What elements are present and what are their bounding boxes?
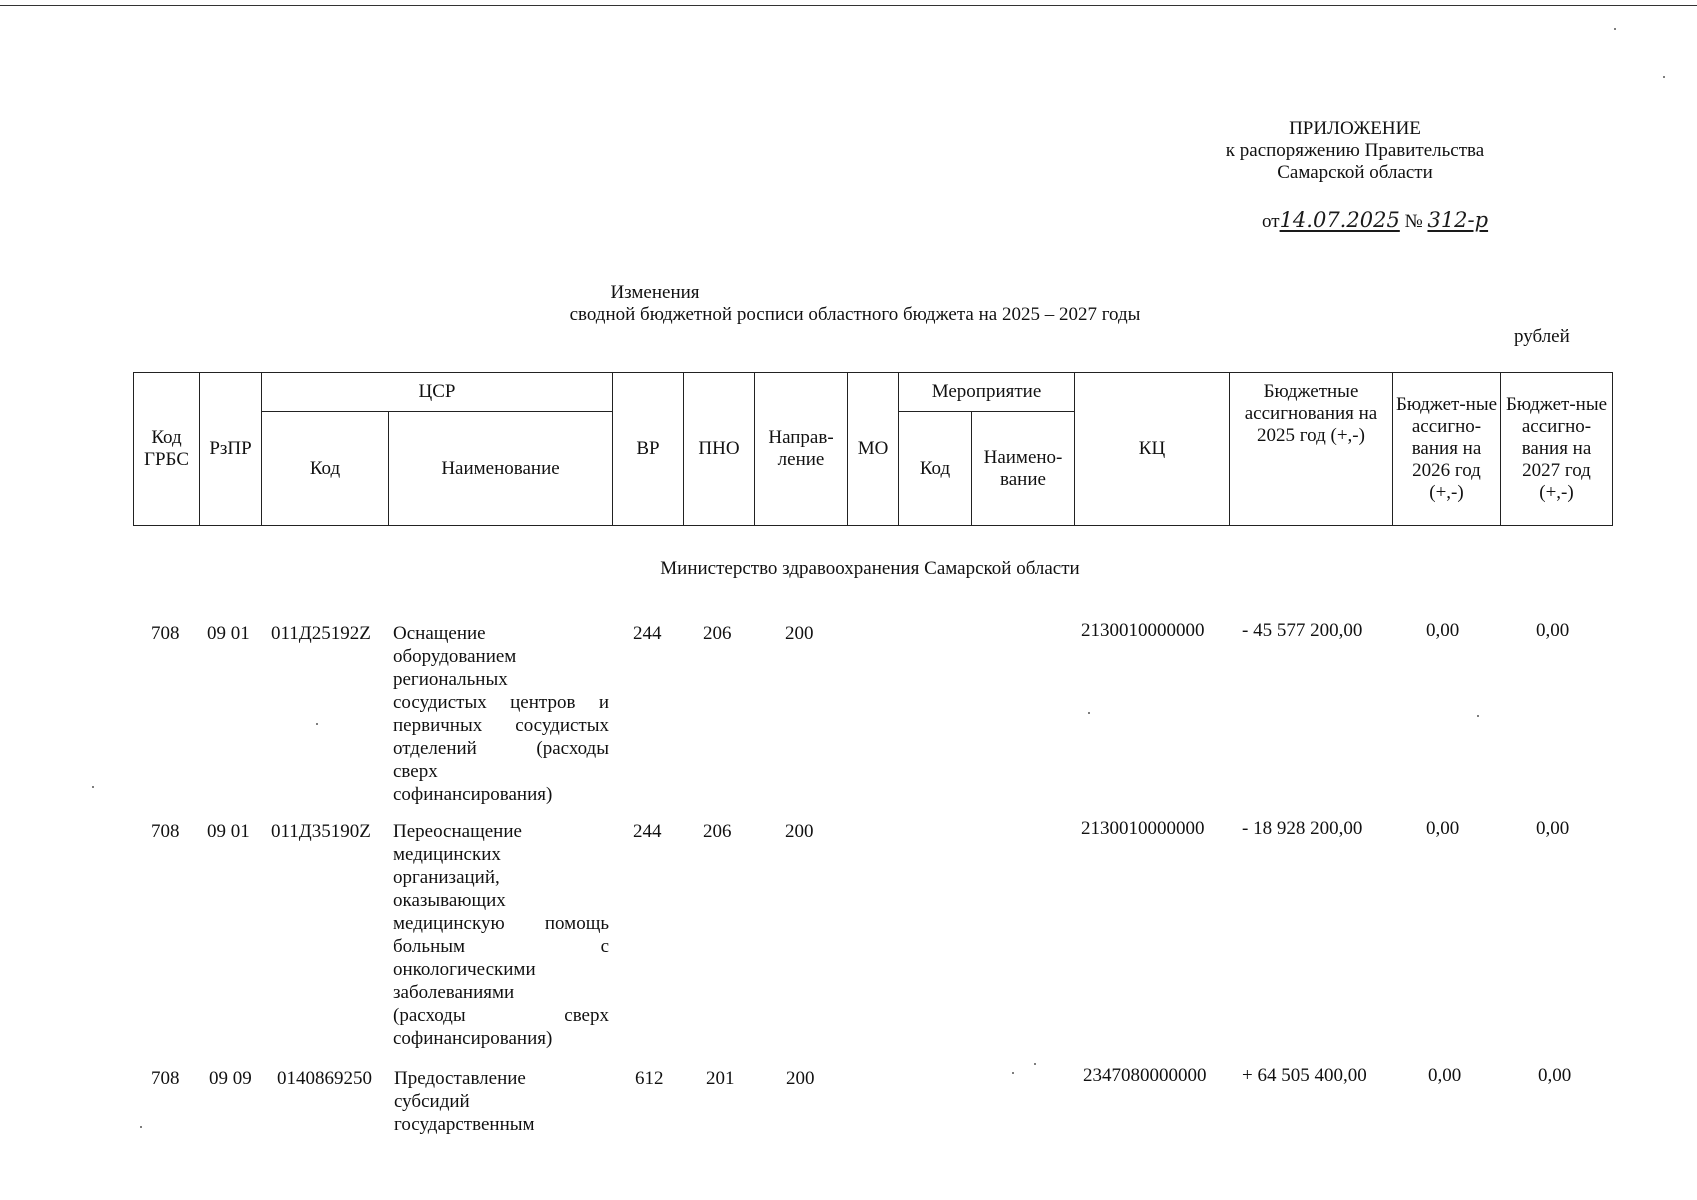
row-grbs: 708 xyxy=(151,1068,180,1089)
name-line: региональных xyxy=(393,669,508,690)
row-direction: 200 xyxy=(785,623,814,644)
row-kc: 2130010000000 xyxy=(1081,620,1205,641)
header-mo: МО xyxy=(848,373,899,526)
number-prefix: № xyxy=(1404,211,1423,232)
name-line: медицинскую помощь xyxy=(393,913,609,934)
row-csr-code: 011Д35190Z xyxy=(271,821,371,842)
row-name xyxy=(393,622,609,806)
name-line: медицинских xyxy=(393,844,501,865)
date-prefix: от xyxy=(1262,211,1280,232)
header-csr-name: Наименование xyxy=(389,412,613,526)
name-line: организаций, xyxy=(393,867,500,888)
row-name xyxy=(393,820,609,1050)
document-title: Изменения xyxy=(610,282,700,303)
name-line: Переоснащение xyxy=(393,821,522,842)
header-event: Мероприятие xyxy=(899,373,1075,412)
name-line: государственным xyxy=(394,1114,535,1135)
appendix-line-2: к распоряжению Правительства xyxy=(1225,140,1485,161)
appendix-header xyxy=(1190,118,1520,184)
row-csr-code: 011Д25192Z xyxy=(271,623,371,644)
document-subtitle: сводной бюджетной росписи областного бюджета на 2025 – 2027 годы xyxy=(569,304,1141,325)
header-direction: Направ-ление xyxy=(755,373,848,526)
decree-date-number xyxy=(1262,208,1488,233)
row-2027: 0,00 xyxy=(1536,818,1570,839)
header-vr: ВР xyxy=(613,373,684,526)
name-line: оказывающих xyxy=(393,890,506,911)
name-line: субсидий xyxy=(394,1091,470,1112)
row-2025: - 45 577 200,00 xyxy=(1242,620,1363,641)
header-rzpr: РзПР xyxy=(200,373,262,526)
header-csr-code: Код xyxy=(262,412,389,526)
row-direction: 200 xyxy=(785,821,814,842)
row-csr-code: 0140869250 xyxy=(277,1068,372,1089)
header-2025: Бюджетные ассигнования на 2025 год (+,-) xyxy=(1230,373,1393,526)
row-2027: 0,00 xyxy=(1538,1065,1572,1086)
row-rzpr: 09 01 xyxy=(207,821,250,842)
header-event-code: Код xyxy=(899,412,972,526)
appendix-line-3: Самарской области xyxy=(1277,162,1433,183)
row-pno: 201 xyxy=(706,1068,735,1089)
row-name xyxy=(394,1067,610,1136)
appendix-line-1: ПРИЛОЖЕНИЕ xyxy=(1289,118,1421,139)
row-grbs: 708 xyxy=(151,623,180,644)
header-2026: Бюджет-ные ассигно-вания на 2026 год (+,-) xyxy=(1393,373,1501,526)
name-line: сверх xyxy=(393,761,438,782)
name-line: (расходы сверх xyxy=(393,1005,609,1026)
header-csr: ЦСР xyxy=(262,373,613,412)
row-2025: + 64 505 400,00 xyxy=(1242,1065,1367,1086)
handwritten-date: 14.07.2025 xyxy=(1279,208,1400,232)
header-2027: Бюджет-ные ассигно-вания на 2027 год (+,-) xyxy=(1501,373,1613,526)
row-2027: 0,00 xyxy=(1536,620,1570,641)
row-kc: 2347080000000 xyxy=(1083,1065,1207,1086)
row-2025: - 18 928 200,00 xyxy=(1242,818,1363,839)
name-line: сосудистых центров и xyxy=(393,692,609,713)
name-line: Предоставление xyxy=(394,1068,526,1089)
handwritten-number: 312-р xyxy=(1427,208,1489,232)
row-pno: 206 xyxy=(703,623,732,644)
name-line: софинансирования) xyxy=(393,784,553,805)
row-vr: 244 xyxy=(633,821,662,842)
row-grbs: 708 xyxy=(151,821,180,842)
row-2026: 0,00 xyxy=(1426,818,1460,839)
header-event-name: Наимено-вание xyxy=(972,412,1075,526)
ministry-heading: Министерство здравоохранения Самарской области xyxy=(660,558,1080,579)
row-direction: 200 xyxy=(786,1068,815,1089)
name-line: оборудованием xyxy=(393,646,517,667)
budget-table-header xyxy=(133,372,1613,526)
name-line: софинансирования) xyxy=(393,1028,553,1049)
header-pno: ПНО xyxy=(684,373,755,526)
row-vr: 612 xyxy=(635,1068,664,1089)
row-vr: 244 xyxy=(633,623,662,644)
units-label: рублей xyxy=(1514,326,1570,347)
header-kc: КЦ xyxy=(1075,373,1230,526)
name-line: первичных сосудистых xyxy=(393,715,609,736)
top-border-line xyxy=(0,5,1697,6)
name-line: Оснащение xyxy=(393,623,486,644)
name-line: онкологическими xyxy=(393,959,536,980)
row-rzpr: 09 01 xyxy=(207,623,250,644)
row-2026: 0,00 xyxy=(1428,1065,1462,1086)
row-rzpr: 09 09 xyxy=(209,1068,252,1089)
row-kc: 2130010000000 xyxy=(1081,818,1205,839)
name-line: больным с xyxy=(393,936,609,957)
header-grbs: Код ГРБС xyxy=(134,373,200,526)
name-line: заболеваниями xyxy=(393,982,515,1003)
row-2026: 0,00 xyxy=(1426,620,1460,641)
row-pno: 206 xyxy=(703,821,732,842)
name-line: отделений (расходы xyxy=(393,738,609,759)
